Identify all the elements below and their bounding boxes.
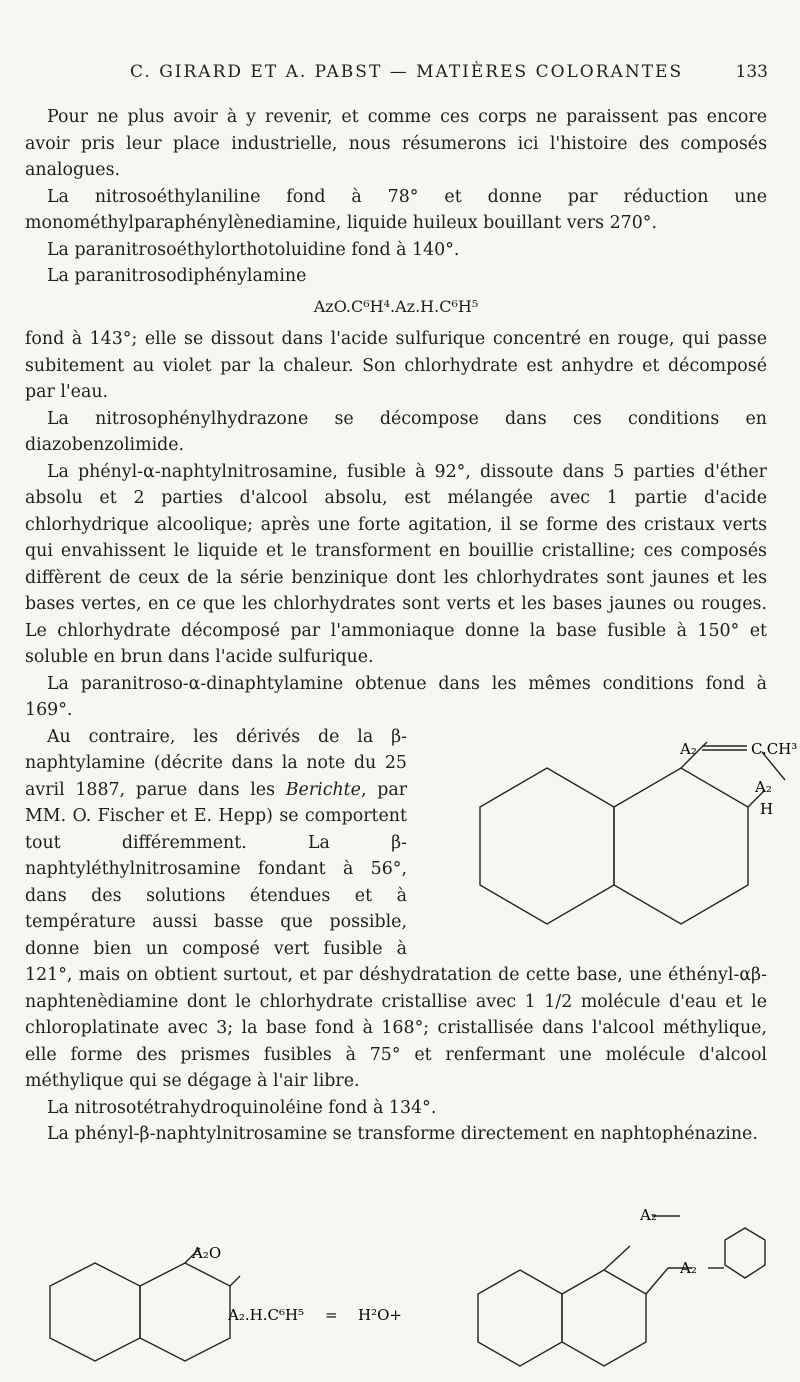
paragraph-text-b: , par MM. O. Fischer et E. Hepp) se comportent tout différemment. La β-naphtyléthylnitrosamine fondant à 56°, dans des solutions étendues et à température aussi basse que possible, donne bien un composé vert fusible à 121°, mais on obtient surtout, et par déshydratation de cette base, une éthényl-αβ-naphtenèdiamine dont le chlorhydrate cristallise avec 1 1/2 molécule d'eau et le chloroplatinate avec 3; la base fond à 168°; cristallisée dans l'alcool méthylique, elle forme des prismes fusibles à 75° et renfermant une molécule d'alcool méthylique qui se dégage à l'air libre.: [25, 779, 767, 1091]
label-substituent: A₂.H.C⁶H⁵: [228, 1306, 305, 1324]
label-equals: =: [325, 1306, 338, 1324]
label-water: H²O+: [358, 1306, 402, 1324]
label-a2-top: A₂: [680, 739, 697, 758]
paragraph: La paranitrosoéthylorthotoluidine fond à 140°.: [47, 239, 460, 260]
label-a2-top: A₂: [640, 1206, 657, 1224]
paragraph: Pour ne plus avoir à y revenir, et comme ces corps ne paraissent pas encore avoir pris leur place industrielle, nous résumerons ici l'histoire des composés analogues.: [25, 107, 767, 180]
chemical-formula: AzO.C⁶H⁴.Az.H.C⁶H⁵: [313, 296, 479, 316]
label-c-ch3: C.CH³: [751, 739, 798, 758]
paragraph: La nitrosoéthylaniline fond à 78° et donne par réduction une monométhylparaphénylènediamine, liquide huileux bouillant vers 270°.: [25, 186, 767, 233]
paragraph: La nitrosotétrahydroquinoléine fond à 134°.: [47, 1097, 437, 1118]
label-a2-right: A₂: [755, 777, 772, 796]
journal-title-berichte: Berichte: [285, 779, 361, 800]
paragraph: La paranitrosodiphénylamine: [47, 266, 307, 286]
body-text: [25, 104, 798, 1148]
ethenyl-naphthalene-structure-figure: [417, 732, 798, 942]
paragraph: La phényl-α-naphtylnitrosamine, fusible à 92°, dissoute dans 5 parties d'éther absolu et 2 parties d'alcool absolu, est mélangée avec 1 partie d'acide chlorhydrique alcoolique; après une forte agitation, il se forme des cristaux verts qui envahissent le liquide et le transforment en bouillie cristalline; ces composés diffèrent de ceux de la série benzinique dont les chlorhydrates sont jaunes et les bases vertes, en ce que les chlorhydrates sont verts et les bases jaunes ou rouges. Le chlorhydrate décomposé par l'ammoniaque donne la base fusible à 150° et soluble en brun dans l'acide sulfurique.: [25, 461, 767, 667]
paragraph: La phényl-β-naphtylnitrosamine se transforme directement en naphtophénazine.: [47, 1124, 758, 1144]
label-a2o: A₂O: [192, 1244, 222, 1262]
paragraph: La nitrosophénylhydrazone se décompose dans ces conditions en diazobenzolimide.: [25, 408, 767, 455]
page-number: 133: [735, 62, 768, 82]
naphtophenazine-reaction-figure: [40, 1208, 780, 1378]
running-header: [0, 62, 800, 88]
paragraph-text-a: Au contraire, les dérivés de la β-naphtylamine (décrite dans la note du 25 avril 1887, parue dans les: [25, 726, 407, 800]
running-title: C. GIRARD ET A. PABST — MATIÈRES COLORANTES: [130, 62, 684, 82]
paragraph: fond à 143°; elle se dissout dans l'acide sulfurique concentré en rouge, qui passe subitement au violet par la chaleur. Son chlorhydrate est anhydre et décomposé par l'eau.: [25, 329, 767, 402]
label-a2-mid: A₂: [680, 1259, 697, 1277]
paragraph: La paranitroso-α-dinaphtylamine obtenue dans les mêmes conditions fond à 169°.: [25, 673, 767, 720]
label-h: H: [760, 799, 774, 818]
